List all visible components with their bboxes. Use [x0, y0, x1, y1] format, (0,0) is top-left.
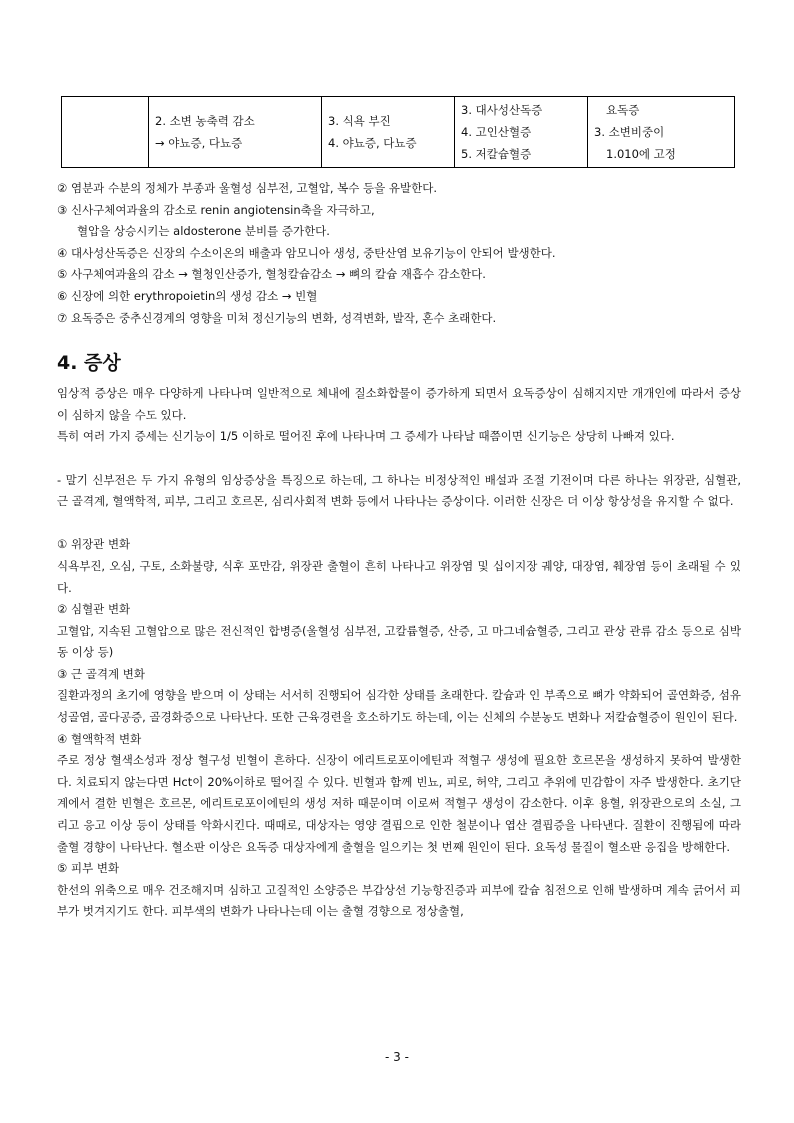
- list-item: ② 염분과 수분의 정체가 부종과 울혈성 심부전, 고혈압, 복수 등을 유발한다.: [57, 181, 437, 195]
- list-item-continuation: 혈압을 상승시키는 aldosterone 분비를 증가한다.: [77, 224, 330, 239]
- symptom-table: [61, 96, 735, 168]
- paragraph: - 말기 신부전은 두 가지 유형의 임상증상을 특징으로 하는데, 그 하나는 비정상적인 배설과 조절 기전이며 다른 하나는 위장관, 심혈관, 근 골격계, 혈액학적, 피부, 그리고 호르몬, 심리사회적 변화 등에서 나타나는 증상이다. 이러한 신장은 더 이상 항상성을 유지할 수 없다.: [57, 472, 741, 509]
- paragraph: 특히 여러 가지 증세는 신기능이 1/5 이하로 떨어진 후에 나타나며 그 증세가 나타날 때쯤이면 신기능은 상당히 나빠져 있다.: [57, 429, 675, 444]
- table-cell-line: 4. 야뇨증, 다뇨증: [328, 136, 417, 150]
- list-item: ⑦ 요독증은 중추신경계의 영향을 미쳐 정신기능의 변화, 성격변화, 발작, 혼수 초래한다.: [57, 310, 497, 325]
- list-item: ⑤ 사구체여과율의 감소 → 혈청인산증가, 혈청칼슘감소 → 뼈의 칼슘 재흡수 감소한다.: [57, 267, 486, 282]
- table-cell-line: 5. 저칼슘혈증: [461, 147, 532, 161]
- subsection-title: ① 위장관 변화: [57, 537, 131, 552]
- subsection-body: 질환과정의 초기에 영향을 받으며 이 상태는 서서히 진행되어 심각한 상태를 초래한다. 칼슘과 인 부족으로 뼈가 약화되어 골연화증, 섬유성골염, 골다공증, 골경화증으로 나타난다. 또한 근육경련을 호소하기도 하는데, 이는 신체의 수분농도 변화나 저칼슘혈증이 원인이 된다.: [57, 688, 741, 725]
- list-item: ⑥ 신장에 의한 erythropoietin의 생성 감소 → 빈혈: [57, 288, 318, 303]
- table-cell-line: 2. 소변 농축력 감소: [155, 114, 255, 128]
- table-cell-line: 3. 소변비중이: [594, 125, 665, 139]
- document-body: [57, 178, 741, 923]
- subsection-body: 식욕부진, 오심, 구토, 소화불량, 식후 포만감, 위장관 출혈이 흔히 나타나고 위장염 및 십이지장 궤양, 대장염, 췌장염 등이 초래될 수 있다.: [57, 558, 741, 595]
- list-item: ③ 신사구체여과율의 감소로 renin angiotensin축을 자극하고,: [57, 202, 375, 217]
- table-cell: [149, 97, 322, 168]
- subsection-title: ⑤ 피부 변화: [57, 861, 120, 876]
- table-row: [62, 97, 735, 168]
- subsection-title: ③ 근 골격계 변화: [57, 666, 145, 681]
- paragraph: 임상적 증상은 매우 다양하게 나타나며 일반적으로 체내에 질소화합물이 증가하게 되면서 요독증상이 심해지지만 개개인에 따라서 증상이 심하지 않을 수도 있다.: [57, 386, 741, 422]
- table-cell-line: 4. 고인산혈증: [461, 125, 532, 139]
- list-item: ④ 대사성산독증은 신장의 수소이온의 배출과 암모니아 생성, 중탄산염 보유기능이 안되어 발생한다.: [57, 245, 556, 260]
- subsection-body: 주로 정상 혈색소성과 정상 혈구성 빈혈이 흔하다. 신장이 에리트로포이에틴과 적혈구 생성에 필요한 호르몬을 생성하지 못하여 발생한다. 치료되지 않는다면 Hct이 20%이하로 떨어질 수 있다. 빈혈과 함께 빈뇨, 피로, 허약, 그리고 추위에 민감함이 자주 발생한다. 초기단계에서 결한 빈혈은 호르몬, 에리트로포이에틴의 생성 저하 때문이며 이로써 적혈구 생성이 감소한다. 이후 용혈, 위장관으로의 소실, 그리고 응고 이상 등이 상태를 악화시킨다. 때때로, 대상자는 영양 결핍으로 인한 철분이나 엽산 결핍증을 나타낸다. 질환이 진행됨에 따라 출혈 경향이 나타난다. 혈소판 이상은 요독증 대상자에게 출혈을 일으키는 첫 번째 원인이 된다. 요독성 물질이 혈소판 응집을 방해한다.: [57, 753, 741, 854]
- subsection-body: 고혈압, 지속된 고혈압으로 많은 전신적인 합병증(울혈성 심부전, 고칼륨혈증, 산증, 고 마그네슘혈증, 그리고 관상 관류 감소 등으로 심박동 이상 등): [57, 623, 741, 660]
- table-cell-line: 1.010에 고정: [606, 147, 676, 161]
- spacer: [57, 448, 741, 470]
- table-cell-line: 3. 대사성산독증: [461, 103, 543, 117]
- table-cell: [62, 97, 149, 168]
- spacer: [57, 513, 741, 535]
- table-cell-line: 3. 식욕 부진: [328, 114, 391, 128]
- table-cell-line: 요독증: [606, 103, 640, 117]
- section-title: 4. 증상: [57, 352, 121, 375]
- subsection-title: ④ 혈액학적 변화: [57, 731, 142, 746]
- table-cell-line: → 야뇨증, 다뇨증: [155, 136, 243, 150]
- table-cell: [455, 97, 588, 168]
- table-cell: [322, 97, 455, 168]
- page-number: - 3 -: [385, 1050, 409, 1064]
- subsection-body: 한선의 위축으로 매우 건조해지며 심하고 고질적인 소양증은 부갑상선 기능항진증과 피부에 칼슘 침전으로 인해 발생하며 계속 긁어서 피부가 벗겨지기도 한다. 피부색의 변화가 나타나는데 이는 출혈 경향으로 정상출혈,: [57, 882, 741, 919]
- table-cell: [588, 97, 735, 168]
- subsection-title: ② 심혈관 변화: [57, 602, 131, 617]
